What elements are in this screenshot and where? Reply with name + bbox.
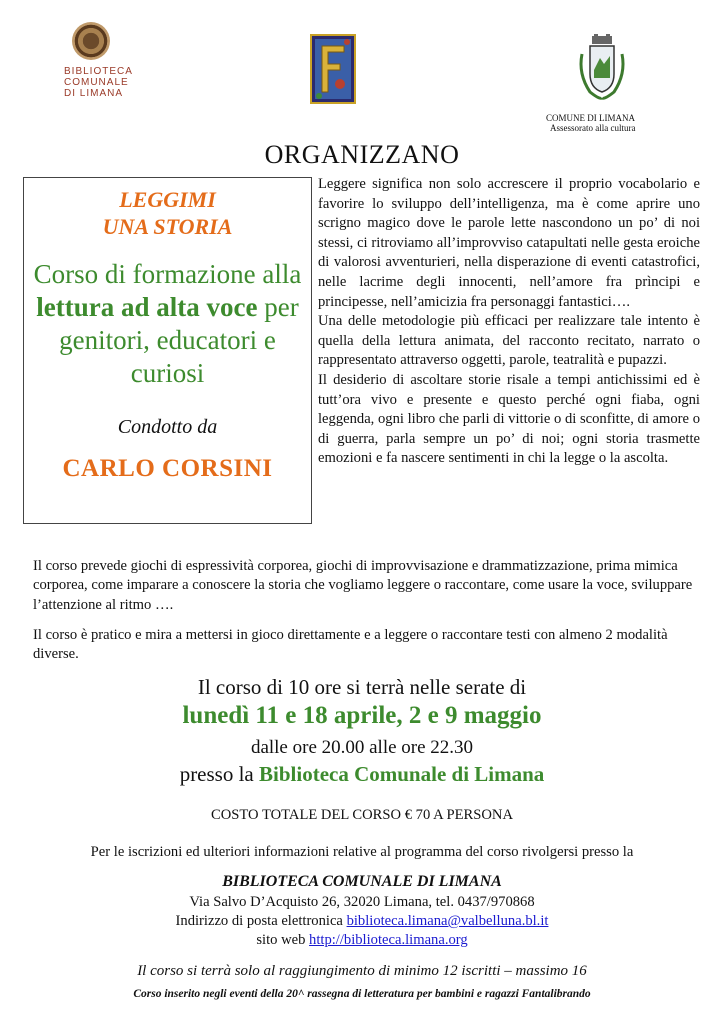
course-practical-paragraph: Il corso è pratico e mira a mettersi in gioco direttamente e a leggere o raccontare testi con almeno 2 modalità diverse. [33,627,668,663]
intro-paragraph: Il desiderio di ascoltare storie risale a tempi antichissimi ed è tutt’ora vivo e presente e questo perché ogni fiaba, ogni leggenda, ogni libro che parli di vittorie o di sconfitte, di amore o di guerra, parla sempre un po’ di noi; ogni storia trasmette emozioni e fa nascere sentimenti in chi la legge o la ascolta. [318,371,700,467]
library-web-line: sito web http://biblioteca.limana.org [256,932,468,948]
municipality-department: Assessorato alla cultura [550,123,636,133]
teacher-name: CARLO CORSINI [62,455,273,482]
course-program-paragraph: Il corso prevede giochi di espressività corporea, giochi di improvvisazione e drammatizzazione, prima mimica corporea, come imparare a conoscere la storia che vogliamo leggere o raccontare, come usare la voce, sviluppare l’attenzione al ritmo …. [33,558,693,613]
municipality-logo [546,34,666,133]
intro-paragraph: Leggere significa non solo accrescere il proprio vocabolario e favorire lo sviluppo dell’intelligenza, ma è come aprire uno scrigno magico dove le parole lette nascondono un po’ di noi stessi, ci ritroviamo all’improvviso catapultati nelle gesta eroiche di valorosi avventurieri, nella disperazione di eventi catastrofici, nelle lacrime degli innocenti, nell’amore fra prìncipi e principesse, nell’amicizia fra personaggi fantastici…. [318,176,700,310]
schedule-intro: Il corso di 10 ore si terrà nelle serate di [197,675,527,699]
intro-paragraph: Una delle metodologie più efficaci per realizzare tale intento è quella della lettura animata, del racconto recitato, narrato o rappresentato attraverso oggetti, parole, teatralità e pupazzi. [318,313,700,369]
illuminated-letter-icon [310,34,356,104]
schedule-hours: dalle ore 20.00 alle ore 22.30 [250,737,474,758]
library-email-line: Indirizzo di posta elettronica biblioteca.limana@valbelluna.bl.it [175,913,549,929]
coat-of-arms-icon [576,34,628,106]
library-name: BIBLIOTECA COMUNALE DI LIMANA [222,873,502,890]
conducted-by-label: Condotto da [117,416,218,438]
library-seal-icon [72,22,110,60]
title-line-2: UNA STORIA [102,214,233,239]
participants-note: Il corso si terrà solo al raggiungimento di minimo 12 iscritti – massimo 16 [137,963,587,979]
website-link[interactable]: http://biblioteca.limana.org [309,932,468,948]
course-cost: COSTO TOTALE DEL CORSO € 70 A PERSONA [211,807,513,823]
library-logo [56,22,133,99]
schedule-location: presso la Biblioteca Comunale di Limana [179,762,545,786]
organizzano-heading: ORGANIZZANO [264,140,460,169]
enrollment-info: Per le iscrizioni ed ulteriori informazioni relative al programma del corso rivolgersi presso la [90,844,634,860]
intro-text [318,175,700,469]
event-note: Corso inserito negli eventi della 20^ rassegna di letteratura per bambini e ragazzi Fantalibrando [133,988,591,1000]
library-logo-text: BIBLIOTECA COMUNALE DI LIMANA [64,66,133,99]
title-line-1: LEGGIMI [119,187,216,212]
schedule-dates: lunedì 11 e 18 aprile, 2 e 9 maggio [182,702,542,729]
library-contacts [0,893,724,950]
course-description: Corso di formazione alla lettura ad alta voce per genitori, educatori e curiosi [33,259,302,388]
municipality-name: COMUNE DI LIMANA [546,113,635,123]
library-address: Via Salvo D’Acquisto 26, 32020 Limana, tel. 0437/970868 [189,894,535,910]
course-title-box [23,177,312,524]
email-link[interactable]: biblioteca.limana@valbelluna.bl.it [346,913,549,929]
